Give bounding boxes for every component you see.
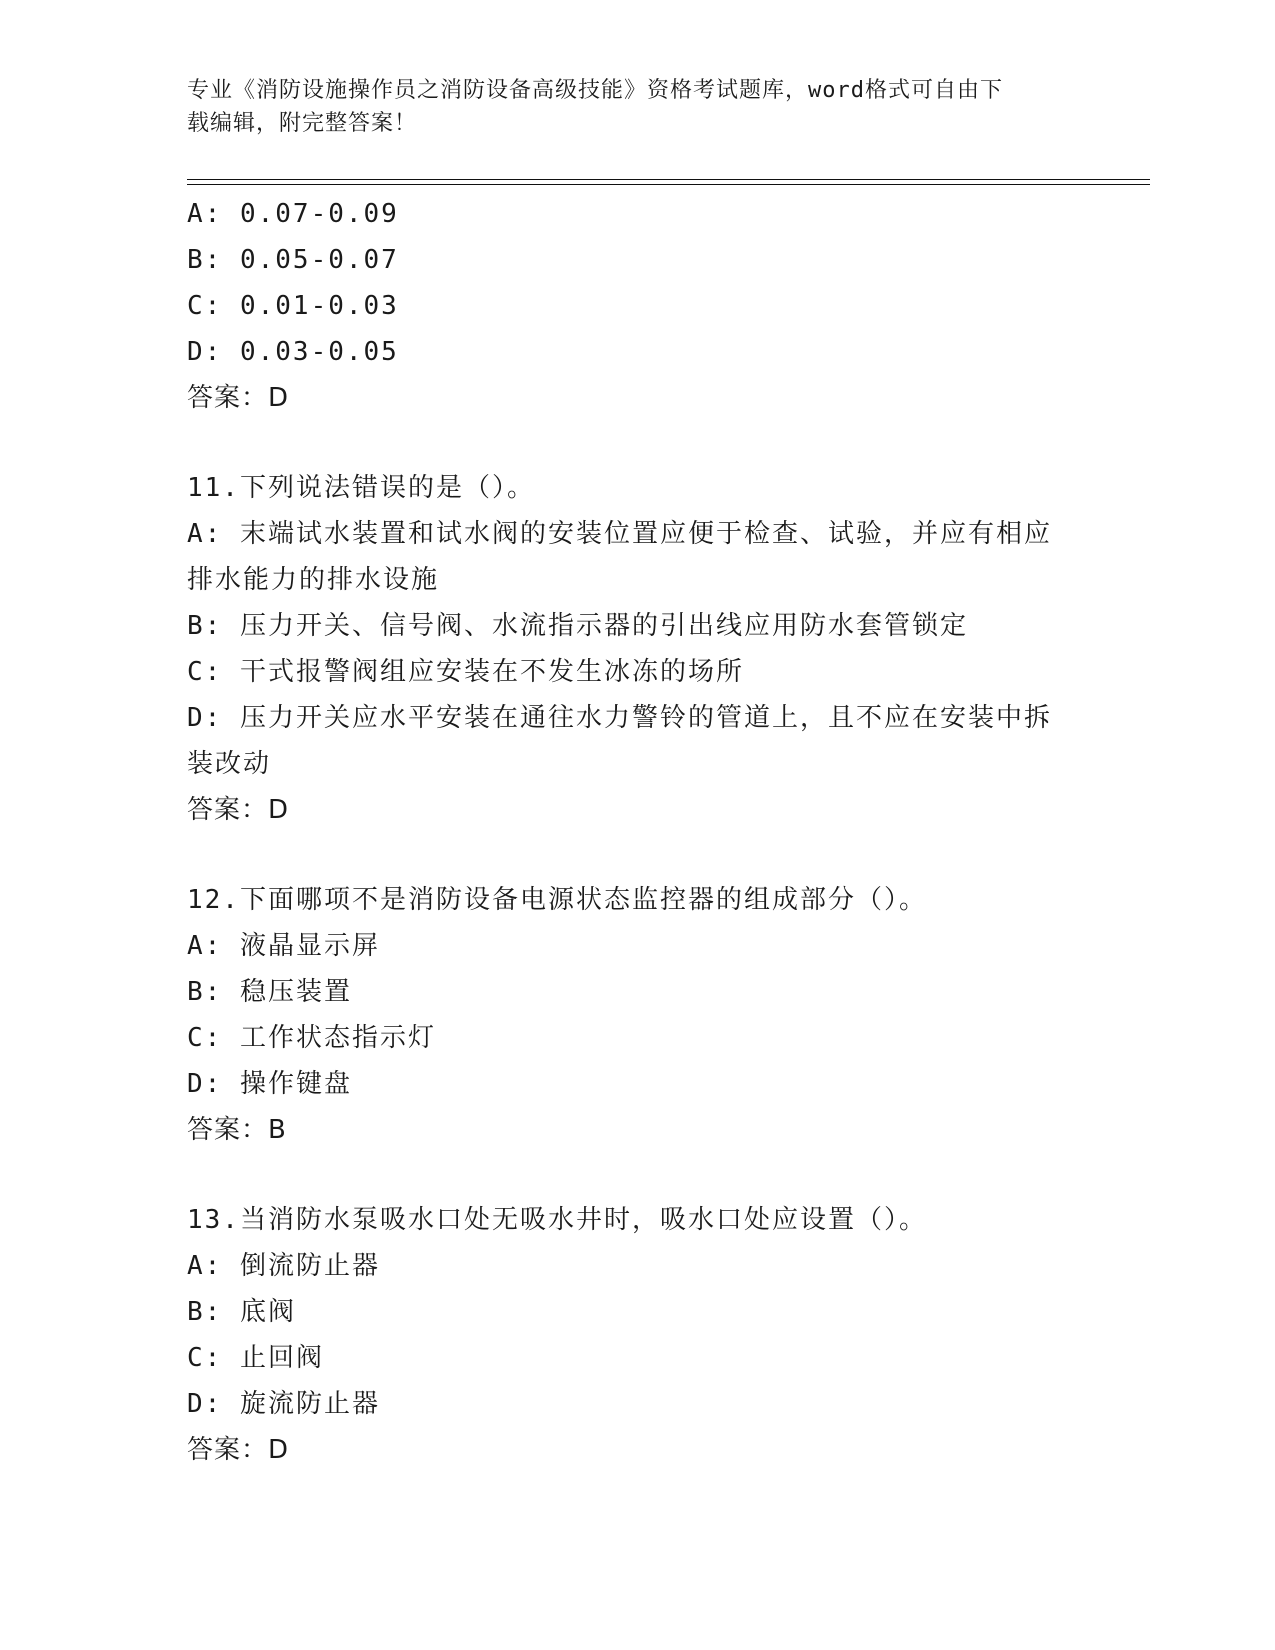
question-text: 13.当消防水泵吸水口处无吸水井时，吸水口处应设置（）。 [187, 1205, 927, 1235]
answer-line: 答案：D [187, 795, 290, 825]
option-b: B: 稳压装置 [187, 977, 352, 1007]
header-divider-top [187, 179, 1150, 180]
option-a: A: 0.07-0.09 [187, 199, 399, 229]
option-a: A: 倒流防止器 [187, 1251, 380, 1281]
question-text: 11.下列说法错误的是（）。 [187, 473, 535, 503]
option-d: D: 0.03-0.05 [187, 337, 399, 367]
question-block [187, 191, 1077, 421]
option-a: A: 液晶显示屏 [187, 931, 380, 961]
header-line-1: 专业《消防设施操作员之消防设备高级技能》资格考试题库，word格式可自由下 [187, 78, 1003, 103]
answer-line: 答案：D [187, 383, 290, 413]
answer-line: 答案：B [187, 1115, 287, 1145]
option-c: C: 0.01-0.03 [187, 291, 399, 321]
option-d: D: 压力开关应水平安装在通往水力警铃的管道上，且不应在安装中拆装改动 [187, 703, 1052, 779]
question-block [187, 1197, 1077, 1473]
option-b: B: 0.05-0.07 [187, 245, 399, 275]
option-d: D: 旋流防止器 [187, 1389, 380, 1419]
option-c: C: 工作状态指示灯 [187, 1023, 436, 1053]
header-line-2: 载编辑，附完整答案！ [187, 111, 418, 136]
option-b: B: 压力开关、信号阀、水流指示器的引出线应用防水套管锁定 [187, 611, 968, 641]
option-a: A: 末端试水装置和试水阀的安装位置应便于检查、试验，并应有相应排水能力的排水设施 [187, 519, 1052, 595]
header-divider-bottom [187, 184, 1150, 185]
question-list [187, 191, 1077, 1473]
option-c: C: 干式报警阀组应安装在不发生冰冻的场所 [187, 657, 744, 687]
question-block [187, 465, 1077, 833]
option-b: B: 底阀 [187, 1297, 296, 1327]
question-block [187, 877, 1077, 1153]
document-header [187, 74, 1087, 140]
question-text: 12.下面哪项不是消防设备电源状态监控器的组成部分（）。 [187, 885, 927, 915]
option-c: C: 止回阀 [187, 1343, 324, 1373]
answer-line: 答案：D [187, 1435, 290, 1465]
option-d: D: 操作键盘 [187, 1069, 352, 1099]
